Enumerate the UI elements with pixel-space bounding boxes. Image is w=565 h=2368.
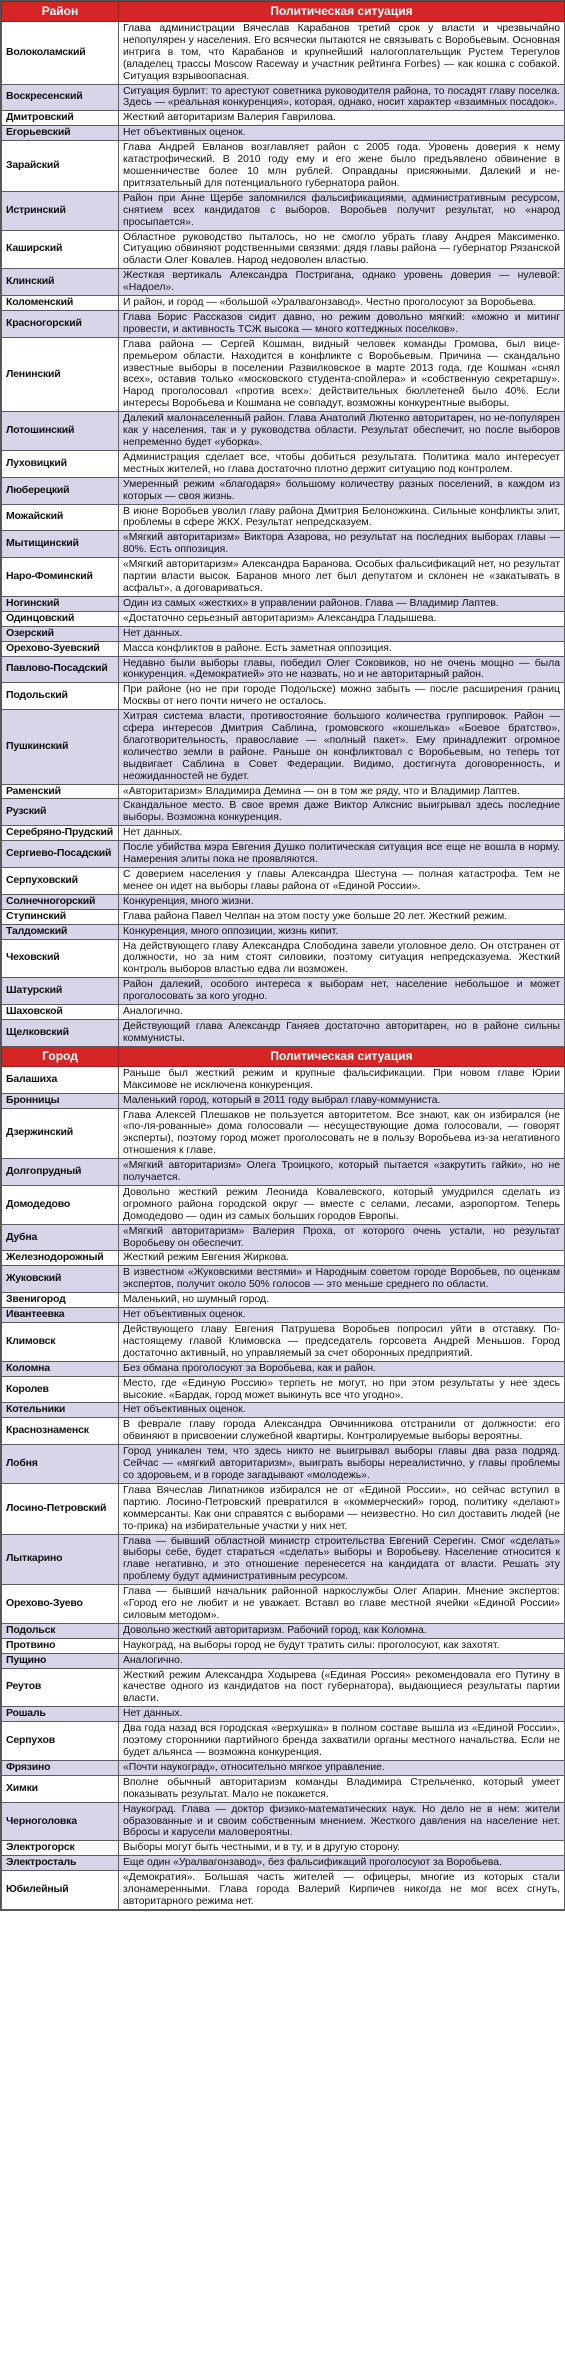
- row-name-cell: Ленинский: [2, 337, 119, 411]
- table-row: [2, 1361, 565, 1376]
- row-situation-cell: Глава района — Сергей Кошман, видный человек команды Громова, был вице-премьером области. Находится в конфликте с Воробьевым. Причина — скандально известные выборы в поселении Развилковское в марте 2013 года, где Кошман «снял всех», оставив только «московского студента-спойлера» и «собственную секретаршу». Народ проголосовал «против всех»: действительных бюллетеней было 40%. Если интересы Воробьева и Кошмана не совпадут, возможны конкурентные выборы.: [119, 337, 565, 411]
- table-row: [2, 611, 565, 626]
- row-name-cell: Климовск: [2, 1323, 119, 1362]
- table-row: [2, 1585, 565, 1624]
- table-row: [2, 841, 565, 868]
- table-row: [2, 1841, 565, 1856]
- row-name-cell: Подольск: [2, 1623, 119, 1638]
- row-situation-cell: На действующего главу Александра Слободина завели уголовное дело. Он отстранен от должности, но за ним стоят силовики, поэтому ситуация непредсказуема. Жесткий контроль выборов властью едва ли возможен.: [119, 939, 565, 978]
- table-row: [2, 1224, 565, 1251]
- table-row: [2, 641, 565, 656]
- row-name-cell: Лыткарино: [2, 1534, 119, 1585]
- table-row: [2, 558, 565, 597]
- table-row: [2, 939, 565, 978]
- political-situation-table: [1, 1, 565, 1910]
- row-name-cell: Волоколамский: [2, 22, 119, 85]
- table-row: [2, 269, 565, 296]
- table-row: [2, 1638, 565, 1653]
- row-name-cell: Павлово-Посадский: [2, 656, 119, 683]
- row-name-cell: Зарайский: [2, 141, 119, 192]
- table-row: [2, 1019, 565, 1046]
- table-row: [2, 1802, 565, 1841]
- row-situation-cell: В известном «Жуковскими вестями» и Народным советом городе Воробьев, по оценкам экспертов, получит около 50% голосов — это меньше среднего по области.: [119, 1266, 565, 1293]
- row-situation-cell: Конкуренция, много жизни.: [119, 894, 565, 909]
- table-row: [2, 1534, 565, 1585]
- row-name-cell: Долгопрудный: [2, 1159, 119, 1186]
- table-row: [2, 310, 565, 337]
- row-situation-cell: Наукоград. Глава — доктор физико-математических наук. Но дело не в нем: жители образованные и и своим собственным мнением. Жесткого давления на население нет. Вбросы и карусели маловероятны.: [119, 1802, 565, 1841]
- row-name-cell: Коломна: [2, 1361, 119, 1376]
- row-name-cell: Ступинский: [2, 909, 119, 924]
- row-situation-cell: Глава района Павел Челпан на этом посту уже больше 20 лет. Жесткий режим.: [119, 909, 565, 924]
- row-situation-cell: Жесткая вертикаль Александра Постригана, однако уровень доверия — нулевой: «Надоел».: [119, 269, 565, 296]
- table-row: [2, 1093, 565, 1108]
- table-row: [2, 1775, 565, 1802]
- row-situation-cell: Ситуация бурлит: то арестуют советника руководителя района, то посадят главу поселка. Здесь — «реальная конкуренция», которая, однако, носит характер «взаимных посадок».: [119, 84, 565, 111]
- table-row: [2, 111, 565, 126]
- table-row: [2, 450, 565, 477]
- table-row: [2, 924, 565, 939]
- row-situation-cell: Недавно были выборы главы, победил Олег Соковиков, но не очень мощно — была конкуренция. «Демократией» это не назвать, но и не авторитарный район.: [119, 656, 565, 683]
- row-name-cell: Красногорский: [2, 310, 119, 337]
- row-name-cell: Клинский: [2, 269, 119, 296]
- row-situation-cell: Без обмана проголосуют за Воробьева, как и район.: [119, 1361, 565, 1376]
- row-situation-cell: Маленький, но шумный город.: [119, 1293, 565, 1308]
- row-name-cell: Шаховской: [2, 1005, 119, 1020]
- row-name-cell: Дмитровский: [2, 111, 119, 126]
- row-name-cell: Орехово-Зуево: [2, 1585, 119, 1624]
- row-situation-cell: Глава — бывший начальник районной наркослужбы Олег Апарин. Мнение экспертов: «Город его не любит и не уважает. Вставл во главе местной ячейки «Единой России» силовым методом».: [119, 1585, 565, 1624]
- column-header-name: Район: [2, 2, 119, 22]
- row-situation-cell: Умеренный режим «благодаря» большому количеству разных поселений, в каждом из которых — своя жизнь.: [119, 477, 565, 504]
- row-name-cell: Подольский: [2, 683, 119, 710]
- column-header-situation: Политическая ситуация: [119, 1046, 565, 1066]
- row-situation-cell: Нет данных.: [119, 626, 565, 641]
- table-row: [2, 1871, 565, 1910]
- table-row: [2, 1707, 565, 1722]
- table-row: [2, 1760, 565, 1775]
- row-name-cell: Химки: [2, 1775, 119, 1802]
- row-name-cell: Краснознаменск: [2, 1418, 119, 1445]
- table-row: [2, 1159, 565, 1186]
- table-row: [2, 141, 565, 192]
- row-name-cell: Каширский: [2, 230, 119, 269]
- table-row: [2, 191, 565, 230]
- row-name-cell: Рузский: [2, 799, 119, 826]
- row-name-cell: Пушкинский: [2, 710, 119, 784]
- row-situation-cell: Конкуренция, много оппозиции, жизнь кипит.: [119, 924, 565, 939]
- row-situation-cell: Аналогично.: [119, 1005, 565, 1020]
- table-row: [2, 1266, 565, 1293]
- row-name-cell: Истринский: [2, 191, 119, 230]
- table-row: [2, 230, 565, 269]
- row-situation-cell: В июне Воробьев уволил главу района Дмитрия Белоножкина. Сильные конфликты элит, проблемы в сфере ЖКХ. Результат непредсказуем.: [119, 504, 565, 531]
- table-row: [2, 1185, 565, 1224]
- row-name-cell: Железнодорожный: [2, 1251, 119, 1266]
- table-row: [2, 84, 565, 111]
- row-situation-cell: Жесткий режим Евгения Жиркова.: [119, 1251, 565, 1266]
- table-row: [2, 477, 565, 504]
- row-name-cell: Лобня: [2, 1445, 119, 1484]
- row-name-cell: Воскресенский: [2, 84, 119, 111]
- row-situation-cell: «Авторитаризм» Владимира Демина — он в том же ряду, что и Владимир Лаптев.: [119, 784, 565, 799]
- row-situation-cell: Глава Андрей Евланов возглавляет район с 2005 года. Уровень доверия к нему катастрофический. В 2010 году ему и его жене было предъявлено обвинение в мошенничестве более 10 млн рублей. Оправданы присяжными. Далекий и не-притязательный для потенциального губернатора район.: [119, 141, 565, 192]
- row-name-cell: Солнечногорский: [2, 894, 119, 909]
- table-row: [2, 894, 565, 909]
- row-situation-cell: «Демократия». Большая часть жителей — офицеры, многие из которых стали злонамеренными. Глава города Валерий Кирпичев никогда не мог всех сгнуть, авторитарного режима нет.: [119, 1871, 565, 1910]
- row-name-cell: Щелковский: [2, 1019, 119, 1046]
- table-row: [2, 22, 565, 85]
- row-situation-cell: Жесткий режим Александра Ходырева («Единая Россия» рекомендовала его Путину в качестве одного из кандидатов на пост губернатора), выдающиеся результаты партии власти.: [119, 1668, 565, 1707]
- row-situation-cell: Маленький город, который в 2011 году выбрал главу-коммуниста.: [119, 1093, 565, 1108]
- table-row: [2, 826, 565, 841]
- row-situation-cell: Район далекий, особого интереса к выборам нет, население небольшое и может проголосовать за кого угодно.: [119, 978, 565, 1005]
- row-situation-cell: Действующий глава Александр Ганяев достаточно авторитарен, но в районе сильны коммунисты.: [119, 1019, 565, 1046]
- row-name-cell: Юбилейный: [2, 1871, 119, 1910]
- row-name-cell: Черноголовка: [2, 1802, 119, 1841]
- row-situation-cell: Глава Борис Рассказов сидит давно, но режим довольно мягкий: «можно и митинг провести, и активность ТСЖ высока — много коттеджных поселков».: [119, 310, 565, 337]
- row-name-cell: Раменский: [2, 784, 119, 799]
- row-name-cell: Бронницы: [2, 1093, 119, 1108]
- table-row: [2, 1653, 565, 1668]
- table-row: [2, 1722, 565, 1761]
- row-name-cell: Одинцовский: [2, 611, 119, 626]
- row-name-cell: Фрязино: [2, 1760, 119, 1775]
- table-row: [2, 710, 565, 784]
- row-situation-cell: Глава Алексей Плешаков не пользуется авторитетом. Все знают, как он избирался (не «по-ля-рованные» дома голосовали — несуществующие дома голосовали, — говорят эксперты), поэтому город может проголосовать не в пользу Воробьева из-за негативного отношения к главе.: [119, 1108, 565, 1159]
- row-name-cell: Озерский: [2, 626, 119, 641]
- table-row: [2, 683, 565, 710]
- row-name-cell: Домодедово: [2, 1185, 119, 1224]
- row-name-cell: Серпухов: [2, 1722, 119, 1761]
- row-name-cell: Сергиево-Посадский: [2, 841, 119, 868]
- table-row: [2, 1623, 565, 1638]
- row-name-cell: Жуковский: [2, 1266, 119, 1293]
- row-situation-cell: Хитрая система власти, противостояние большого количества группировок. Район — сфера интересов Дмитрия Саблина, громовского «кошелька» «Боевое братство», благотворительность, православие — «полный пакет». Ему принадлежит огромное количество земли в районе. Раньше он конфликтовал с Воробьевым, но теперь тот выдвигает Саблина в Совет Федерации. Видимо, достигнута договоренность, и неожиданностей не будет.: [119, 710, 565, 784]
- row-name-cell: Лосино-Петровский: [2, 1483, 119, 1534]
- row-name-cell: Лотошинский: [2, 412, 119, 451]
- row-name-cell: Дубна: [2, 1224, 119, 1251]
- table-row: [2, 337, 565, 411]
- row-situation-cell: Нет объективных оценок.: [119, 1308, 565, 1323]
- row-situation-cell: Масса конфликтов в районе. Есть заметная оппозиция.: [119, 641, 565, 656]
- table-row: [2, 296, 565, 311]
- row-name-cell: Чеховский: [2, 939, 119, 978]
- row-situation-cell: После убийства мэра Евгения Душко политическая ситуация все еще не вошла в норму. Намерения элиты пока не проявляются.: [119, 841, 565, 868]
- row-situation-cell: Глава — бывший областной министр строительства Евгений Серегин. Смог «сделать» выборы себе, будет стараться «сделать» выборы и Воробьеву. Население относится к главе негативно, и это отношение перенесется на кандидата от власти. Решать эту проблему будут административным ресурсом.: [119, 1534, 565, 1585]
- table-row: [2, 504, 565, 531]
- row-name-cell: Пущино: [2, 1653, 119, 1668]
- row-situation-cell: «Мягкий авторитаризм» Валерия Проха, от которого очень устали, но результат Воробьеву он обеспечит.: [119, 1224, 565, 1251]
- row-situation-cell: Один из самых «жестких» в управлении районов. Глава — Владимир Лаптев.: [119, 596, 565, 611]
- row-name-cell: Звенигород: [2, 1293, 119, 1308]
- table-row: [2, 1323, 565, 1362]
- table-row: [2, 126, 565, 141]
- row-name-cell: Королев: [2, 1376, 119, 1403]
- row-situation-cell: Аналогично.: [119, 1653, 565, 1668]
- row-situation-cell: Нет объективных оценок.: [119, 126, 565, 141]
- row-name-cell: Можайский: [2, 504, 119, 531]
- table-row: [2, 656, 565, 683]
- table-row: [2, 1308, 565, 1323]
- table-row: [2, 1066, 565, 1093]
- row-name-cell: Люберецкий: [2, 477, 119, 504]
- row-situation-cell: Скандальное место. В свое время даже Виктор Алкснис выигрывал здесь последние выборы. Возможна конкуренция.: [119, 799, 565, 826]
- row-situation-cell: Два года назад вся городская «верхушка» в полном составе вышла из «Единой России», поэтому сторонники партийного бренда захватили органы местного начальства. Если не будет альянса — возможна конкуренция.: [119, 1722, 565, 1761]
- table-row: [2, 1293, 565, 1308]
- row-situation-cell: Довольно жесткий режим Леонида Ковалевского, который умудрился сделать из огромного района городской округ — вместе с селами, лесами, аэропортом. Теперь Домодедово — один из самых больших городов Европы.: [119, 1185, 565, 1224]
- row-situation-cell: «Достаточно серьезный авторитаризм» Александра Гладышева.: [119, 611, 565, 626]
- table-row: [2, 596, 565, 611]
- table-row: [2, 1376, 565, 1403]
- row-situation-cell: Вполне обычный авторитаризм команды Владимира Стрельченко, который умеет показывать результат. Мало не покажется.: [119, 1775, 565, 1802]
- column-header-name: Город: [2, 1046, 119, 1066]
- table-row: [2, 412, 565, 451]
- table-row: [2, 626, 565, 641]
- row-situation-cell: Район при Анне Щербе запомнился фальсификациями, административным ресурсом, снятием всех кандидатов с выборов. Воробьев получит результат, но «народ просыпается».: [119, 191, 565, 230]
- row-name-cell: Мытищинский: [2, 531, 119, 558]
- row-situation-cell: В феврале главу города Александра Овчинникова отстранили от должности: его обвиняют в присвоении служебной квартиры. Контролируемые выборы вероятны.: [119, 1418, 565, 1445]
- table-row: [2, 784, 565, 799]
- row-situation-cell: Нет данных.: [119, 1707, 565, 1722]
- row-name-cell: Серебряно-Прудский: [2, 826, 119, 841]
- row-name-cell: Наро-Фоминский: [2, 558, 119, 597]
- row-name-cell: Коломенский: [2, 296, 119, 311]
- row-name-cell: Шатурский: [2, 978, 119, 1005]
- row-situation-cell: Действующего главу Евгения Патрушева Воробьев попросил уйти в отставку. По-настоящему главой Климовска — председатель горсовета Андрей Меньшов. Город достаточно активный, но управляемый за счет оборонных предприятий.: [119, 1323, 565, 1362]
- section-header-row: [2, 2, 565, 22]
- row-situation-cell: Глава Вячеслав Липатников избирался не от «Единой России», но сейчас вступил в партию. Лосино-Петровский превратился в «коммерческий» город, политику «делают» коммерсанты. Как они справятся с выборами — неизвестно. Но сил доставить людей (не то-прика) на избирательные участки у них нет.: [119, 1483, 565, 1534]
- row-situation-cell: Довольно жесткий авторитаризм. Рабочий город, как Коломна.: [119, 1623, 565, 1638]
- row-name-cell: Электрогорск: [2, 1841, 119, 1856]
- table-row: [2, 1668, 565, 1707]
- row-name-cell: Протвино: [2, 1638, 119, 1653]
- row-situation-cell: «Мягкий авторитаризм» Олега Троицкого, который пытается «закрутить гайки», но не получается.: [119, 1159, 565, 1186]
- section-header-row: [2, 1046, 565, 1066]
- table-row: [2, 799, 565, 826]
- row-situation-cell: Еще один «Уралвагонзавод», без фальсификаций проголосуют за Воробьева.: [119, 1856, 565, 1871]
- row-situation-cell: Наукоград, на выборы город не будут тратить силы: проголосуют, как захотят.: [119, 1638, 565, 1653]
- table-row: [2, 978, 565, 1005]
- table-row: [2, 868, 565, 895]
- row-situation-cell: Далекий малонаселенный район. Глава Анатолий Лютенко авторитарен, но не-популярен как у населения, так и у руководства области. Результат обеспечит, но после выборов непременно будет «уборка».: [119, 412, 565, 451]
- table-row: [2, 1403, 565, 1418]
- row-name-cell: Серпуховский: [2, 868, 119, 895]
- row-name-cell: Ногинский: [2, 596, 119, 611]
- row-name-cell: Егорьевский: [2, 126, 119, 141]
- row-name-cell: Котельники: [2, 1403, 119, 1418]
- row-name-cell: Талдомский: [2, 924, 119, 939]
- row-situation-cell: «Почти наукоград», относительно мягкое управление.: [119, 1760, 565, 1775]
- row-situation-cell: Жесткий авторитаризм Валерия Гаврилова.: [119, 111, 565, 126]
- row-situation-cell: Нет данных.: [119, 826, 565, 841]
- row-situation-cell: Администрация сделает все, чтобы добиться результата. Политика мало интересует местных жителей, но глава достаточно плотно держит ситуацию под контролем.: [119, 450, 565, 477]
- row-situation-cell: Город уникален тем, что здесь никто не выигрывал выборы главы два раза подряд. Сейчас — «мягкий авторитаризм», выиграть выборы нереалистично, у главы проблемы со здоровьем, и в городе загадывают «молодежь».: [119, 1445, 565, 1484]
- row-situation-cell: Областное руководство пыталось, но не смогло убрать главу Андрея Максименко. Ситуацию обвиняют родственными связями: дядя главы района — губернатор Рязанской области Олег Ковалев. Народ недоволен властью.: [119, 230, 565, 269]
- row-situation-cell: С доверием населения у главы Александра Шестуна — полная катастрофа. Тем не менее он идет на выборы главы района от «Единой России».: [119, 868, 565, 895]
- table-row: [2, 1856, 565, 1871]
- row-name-cell: Дзержинский: [2, 1108, 119, 1159]
- table-row: [2, 1418, 565, 1445]
- row-name-cell: Балашиха: [2, 1066, 119, 1093]
- row-situation-cell: При районе (но не при городе Подольске) можно забыть — после расширения границ Москвы от него почти ничего не осталось.: [119, 683, 565, 710]
- row-situation-cell: Нет объективных оценок.: [119, 1403, 565, 1418]
- row-situation-cell: Раньше был жесткий режим и крупные фальсификации. При новом главе Юрии Максимове не исключена конкуренция.: [119, 1066, 565, 1093]
- table-row: [2, 1005, 565, 1020]
- row-situation-cell: И район, и город — «большой «Уралвагонзавод». Честно проголосуют за Воробьева.: [119, 296, 565, 311]
- column-header-situation: Политическая ситуация: [119, 2, 565, 22]
- table-row: [2, 909, 565, 924]
- table-row: [2, 1483, 565, 1534]
- table-row: [2, 1108, 565, 1159]
- row-name-cell: Рошаль: [2, 1707, 119, 1722]
- table-row: [2, 1251, 565, 1266]
- table-row: [2, 531, 565, 558]
- row-situation-cell: Глава администрации Вячеслав Карабанов третий срок у власти и чрезвычайно непопулярен у населения. Его всячески пытаются не связывать с Воробьевым. Основная интрига в том, что Карабанов и крупнейший налогоплательщик Рустем Терегулов (владелец трассы Moscow Raceway и участник рейтинга Forbes) — как кошка с собакой. Ситуация взрывоопасная.: [119, 22, 565, 85]
- row-situation-cell: Место, где «Единую Россию» терпеть не могут, но при этом результаты у нее здесь высокие. «Бардак, город может выкинуть все что угодно».: [119, 1376, 565, 1403]
- row-name-cell: Реутов: [2, 1668, 119, 1707]
- row-name-cell: Орехово-Зуевский: [2, 641, 119, 656]
- row-name-cell: Луховицкий: [2, 450, 119, 477]
- row-situation-cell: «Мягкий авторитаризм» Виктора Азарова, но результат на последних выборах главы — 80%. Есть оппозиция.: [119, 531, 565, 558]
- row-name-cell: Электросталь: [2, 1856, 119, 1871]
- row-situation-cell: «Мягкий авторитаризм» Александра Баранова. Особых фальсификаций нет, но результат партии власти высок. Баранов много лет был депутатом и склонен не «закатывать в асфальт», а договариваться.: [119, 558, 565, 597]
- row-name-cell: Ивантеевка: [2, 1308, 119, 1323]
- table-row: [2, 1445, 565, 1484]
- row-situation-cell: Выборы могут быть честными, и в ту, и в другую сторону.: [119, 1841, 565, 1856]
